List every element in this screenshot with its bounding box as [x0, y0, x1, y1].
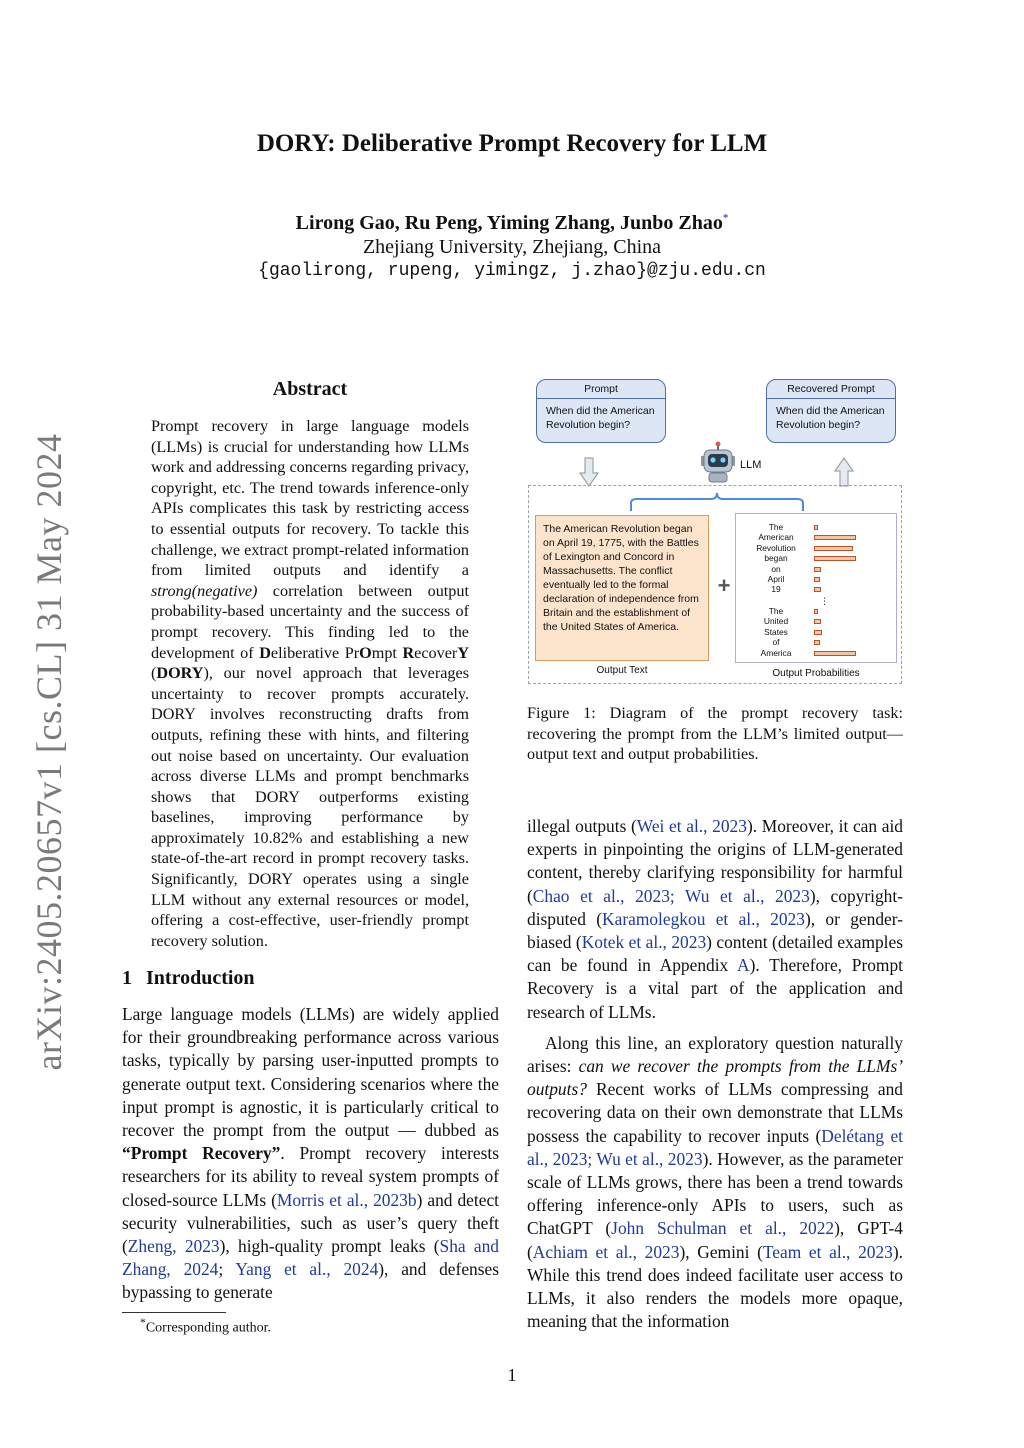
llm-label: LLM	[740, 459, 762, 471]
output-text-label: Output Text	[596, 665, 648, 676]
body-text: ), GPT-4 (	[527, 1218, 903, 1262]
token-label: The	[768, 522, 784, 532]
intro-text: ), high-quality prompt leaks (	[219, 1236, 440, 1257]
abstract-emphasis: strong(negative)	[151, 581, 258, 600]
token-label: April	[767, 574, 785, 584]
body-text: Along this line, an exploratory question naturally arises:	[527, 1032, 903, 1077]
plus-icon: +	[717, 573, 731, 598]
prob-row	[742, 574, 892, 584]
intro-text: ), and defenses bypassing to generate	[122, 1259, 499, 1303]
body-text: ), Gemini (	[679, 1241, 763, 1262]
abstract-body	[151, 416, 469, 951]
abstract-text-1: Prompt recovery in large language models (LLMs) is crucial for understanding how LLMs work and addressing concerns regarding privacy, copyright, etc. The trend towards inference-only APIs complicates this task by restricting access to essential outputs for recovery. To tackle this challenge, we extract prompt-related information from limited outputs and identify a	[151, 417, 469, 580]
citation-link[interactable]: Wei et al., 2023	[636, 816, 747, 836]
footnote-rule	[122, 1312, 226, 1313]
acronym-letter: O	[359, 643, 372, 662]
author-emails: {gaolirong, rupeng, yimingz, j.zhao}@zju.edu.cn	[258, 261, 766, 281]
paragraph	[527, 815, 903, 1024]
introduction-body	[122, 1003, 499, 1305]
probability-bar	[814, 630, 822, 635]
body-text: illegal outputs (	[527, 816, 637, 836]
token-label: 19	[771, 584, 781, 595]
abstract-text-3: ), our novel approach that leverages uncertainty to recover prompts accurately. DORY involves reconstructing drafts from outputs, refining these with hints, and filtering out noise based on uncertainty. Our evaluation across diverse LLMs and prompt benchmarks shows that DORY outperforms existing baselines, improving performance by approximately 10.82% and establishing a new state-of-the-art record in prompt recovery tasks. Significantly, DORY operates using a single LLM without any external resources or model, offering a cost-effective, user-friendly prompt recovery solution.	[151, 664, 469, 950]
output-probabilities-box	[735, 513, 897, 663]
section-heading-introduction	[122, 967, 255, 990]
abstract-text-2: correlation between output probability-based uncertainty and the success of prompt recovery. This finding led to the development of	[151, 581, 469, 662]
recovered-prompt-box	[766, 379, 896, 443]
footnote-mark: *	[140, 1316, 146, 1329]
section-number: 1	[122, 967, 132, 989]
probability-bar	[814, 619, 821, 624]
acronym-letter: R	[402, 643, 415, 662]
intro-text: ;	[218, 1259, 236, 1280]
token-label: began	[764, 553, 788, 564]
probability-bar	[814, 535, 856, 540]
citation-link[interactable]: Sha and Zhang, 2024	[122, 1236, 499, 1280]
citation-link[interactable]: John Schulman et al., 2022	[611, 1218, 835, 1239]
probability-bar	[814, 587, 821, 592]
footnote	[140, 1316, 271, 1337]
corresponding-author-mark[interactable]: *	[722, 212, 729, 224]
down-arrow-icon	[579, 457, 599, 487]
body-text: ), copyright-disputed (	[527, 885, 903, 929]
probability-bar	[814, 577, 820, 582]
body-text: ). Moreover, it can aid experts in pinpointing the origins of LLM-generated content, thereby clarifying responsibility for harmful (	[527, 816, 903, 906]
acronym-letter: Y	[457, 643, 470, 662]
citation-link[interactable]: Chao et al., 2023; Wu et al., 2023	[532, 885, 810, 906]
body-emphasis: can we recover the prompts from the LLMs’ outputs?	[527, 1056, 904, 1100]
prob-row	[742, 532, 892, 542]
prob-row	[742, 584, 892, 594]
probability-bar	[814, 556, 856, 561]
prompt-box	[536, 379, 666, 443]
recovered-box-text: When did the American Revolution begin?	[776, 405, 885, 431]
section-title: Introduction	[146, 967, 255, 989]
body-text: Recent works of LLMs compressing and recovering data on their own demonstrate that LLMs possess the capability to recover inputs (	[527, 1079, 903, 1146]
prob-row	[742, 616, 892, 626]
prob-row	[742, 522, 892, 532]
output-brace	[627, 491, 807, 513]
citation-link[interactable]: Yang et al., 2024	[235, 1259, 379, 1280]
output-text-box: The American Revolution began on April 19, 1775, with the Battles of Lexington and Concord in Massachusetts. The conflict eventually led to the formal declaration of independence from Britain and the establishment of the United States of America.	[535, 515, 709, 661]
citation-link[interactable]: Achiam et al., 2023	[532, 1241, 680, 1262]
intro-text: . Prompt recovery interests researchers for its ability to reveal system prompts of closed-source LLMs (	[122, 1143, 499, 1210]
probability-bar	[814, 525, 818, 530]
up-arrow-icon	[834, 457, 854, 487]
affiliation: Zhejiang University, Zhejiang, China	[362, 236, 662, 258]
citation-link[interactable]: Morris et al., 2023b	[276, 1189, 417, 1210]
appendix-link[interactable]: A	[737, 955, 750, 976]
body-text: ) content (detailed examples can be found in Appendix	[527, 932, 903, 976]
prob-row	[742, 648, 892, 658]
intro-text: ) and detect security vulnerabilities, such as user’s query theft (	[122, 1189, 499, 1257]
acronym-part: ecover	[414, 643, 458, 662]
body-text: ). While this trend does indeed facilitate user access to LLMs, it also renders the models more opaque, meaning that the information	[527, 1241, 903, 1332]
probability-bar	[814, 651, 856, 656]
probability-bar	[814, 546, 853, 551]
acronym-part: (	[151, 664, 157, 683]
ellipsis: ⋮	[820, 596, 829, 606]
prob-row	[742, 627, 892, 637]
figure-caption: Figure 1: Diagram of the prompt recovery task: recovering the prompt from the LLM’s limited output—output text and output probabilities.	[527, 704, 903, 764]
acronym-letter: D	[259, 643, 271, 662]
token-label: of	[772, 637, 780, 648]
body-text: ). However, as the parameter scale of LLMs grows, there has been a trend towards offering inference-only APIs to users, such as ChatGPT (	[527, 1148, 903, 1239]
token-label: The	[768, 606, 784, 616]
citation-link[interactable]: Team et al., 2023	[762, 1241, 893, 1262]
body-text: ), or gender-biased (	[527, 908, 903, 953]
token-label: Revolution	[756, 542, 796, 553]
output-probabilities-label: Output Probabilities	[772, 668, 860, 679]
intro-text: Large language models (LLMs) are widely applied for their groundbreaking performance across various tasks, typically by parsing user-inputted prompts to generate output text. Considering scenarios where the input prompt is agnostic, it is particularly critical to recover the prompt from the output — dubbed as	[122, 1004, 499, 1141]
paragraph	[527, 1032, 903, 1334]
method-name: DORY	[156, 664, 204, 683]
prob-row	[742, 553, 892, 563]
probability-bar	[814, 640, 820, 645]
acronym-part: eliberative Pr	[270, 643, 360, 662]
page-number: 1	[507, 1365, 517, 1385]
token-label: States	[764, 626, 788, 637]
citation-link[interactable]: Karamolegkou et al., 2023	[602, 908, 805, 929]
figure-1	[527, 375, 903, 687]
authors-text: Lirong Gao, Ru Peng, Yiming Zhang, Junbo Zhao	[295, 212, 723, 234]
prob-row	[742, 543, 892, 553]
prob-row	[742, 606, 892, 616]
paper-title: DORY: Deliberative Prompt Recovery for LLM	[256, 130, 768, 157]
token-label: American	[758, 532, 794, 543]
prompt-box-header: Prompt	[537, 380, 665, 399]
recovered-box-header: Recovered Prompt	[767, 380, 895, 399]
footnote-text: Corresponding author.	[145, 1320, 272, 1336]
probability-bar	[814, 609, 818, 614]
prob-row	[742, 564, 892, 574]
token-label: United	[763, 616, 789, 627]
prompt-box-text: When did the American Revolution begin?	[546, 405, 655, 431]
citation-link[interactable]: Zheng, 2023	[127, 1236, 220, 1257]
arxiv-stamp: arXiv:2405.20657v1 [cs.CL] 31 May 2024	[29, 433, 69, 1071]
author-list	[0, 212, 1024, 235]
intro-emphasis: “Prompt Recovery”	[122, 1143, 281, 1164]
robot-icon	[698, 441, 738, 483]
right-column-body	[527, 815, 903, 1341]
prob-row	[742, 637, 892, 647]
acronym-part: mpt	[371, 643, 403, 662]
token-label: America	[760, 647, 792, 658]
token-label: on	[771, 563, 781, 574]
probability-bar	[814, 567, 821, 572]
citation-link[interactable]: Kotek et al., 2023	[581, 932, 707, 953]
body-text: ). Therefore, Prompt Recovery is a vital part of the application and research of LLMs.	[527, 955, 903, 1022]
abstract-heading: Abstract	[272, 378, 348, 400]
citation-link[interactable]: Delétang et al., 2023; Wu et al., 2023	[527, 1125, 904, 1169]
